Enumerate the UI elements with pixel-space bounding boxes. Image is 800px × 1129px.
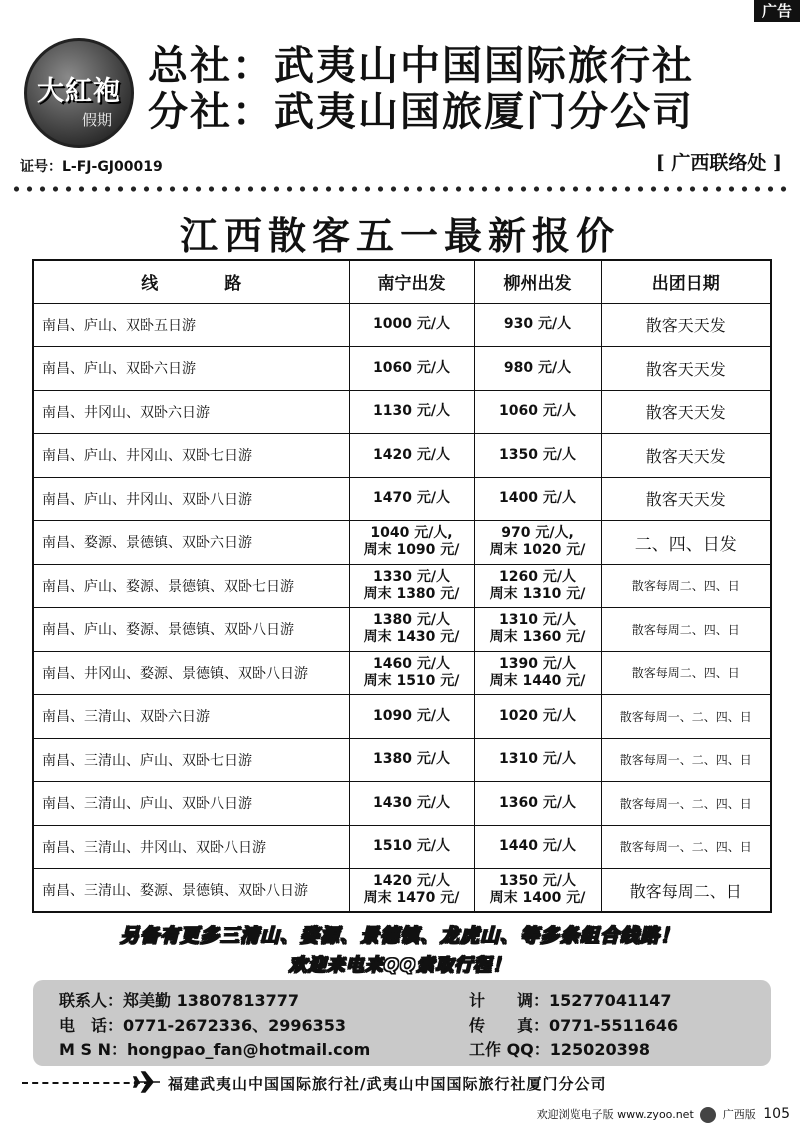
liuzhou-price: 930 元/人 xyxy=(503,316,572,333)
contact-msn-label: M S N： xyxy=(59,1040,127,1059)
table-row xyxy=(33,434,771,478)
departure-date-cell: 散客天天发 xyxy=(601,303,771,347)
liuzhou-price: 980 元/人 xyxy=(503,359,572,376)
table-row xyxy=(33,651,771,695)
liuzhou-price-cell xyxy=(474,695,601,739)
nanning-price-cell xyxy=(349,434,474,478)
liuzhou-price: 1390 元/人 xyxy=(499,655,576,672)
table-row xyxy=(33,303,771,347)
page-title: 江西散客五一最新报价 xyxy=(179,213,620,258)
office-label: [ 广西联络处 ] xyxy=(655,152,782,174)
contact-person-value: 郑美勤 13807813777 xyxy=(123,991,300,1010)
contact-fax-label: 传 真： xyxy=(469,1016,550,1035)
liuzhou-price-cell xyxy=(474,303,601,347)
nanning-price-cell xyxy=(349,347,474,391)
license-number: 证号：L-FJ-GJ00019 xyxy=(20,159,163,175)
nanning-price-cell xyxy=(349,521,474,565)
nanning-weekend-price: 周末 1090 元/ xyxy=(363,542,460,559)
departure-date-cell: 散客每周一、二、四、日 xyxy=(601,782,771,826)
contact-qq xyxy=(469,1037,650,1059)
route-cell: 南昌、三清山、井冈山、双卧八日游 xyxy=(33,825,349,869)
route-cell: 南昌、三清山、双卧六日游 xyxy=(33,695,349,739)
table-row xyxy=(33,390,771,434)
head-office-title: 总社：武夷山中国国际旅行社 xyxy=(148,42,694,89)
liuzhou-price: 1350 元/人 xyxy=(499,873,576,889)
footer-agency-text: 福建武夷山中国国际旅行社/武夷山中国国际旅行社厦门分公司 xyxy=(168,1075,607,1093)
table-row xyxy=(33,695,771,739)
nanning-price: 1420 元/人 xyxy=(373,873,450,889)
departure-date-cell: 散客每周一、二、四、日 xyxy=(601,738,771,782)
route-cell: 南昌、庐山、婺源、景德镇、双卧八日游 xyxy=(33,608,349,652)
table-row xyxy=(33,825,771,869)
logo-main-text: 大紅袍 xyxy=(37,76,121,107)
liuzhou-price-cell xyxy=(474,477,601,521)
nanning-weekend-price: 周末 1510 元/ xyxy=(363,672,460,689)
nanning-price: 1330 元/人 xyxy=(373,568,450,585)
liuzhou-price: 1400 元/人 xyxy=(499,490,576,507)
liuzhou-weekend-price: 周末 1310 元/ xyxy=(489,585,586,602)
nanning-price: 1380 元/人 xyxy=(373,612,450,629)
route-cell: 南昌、庐山、双卧六日游 xyxy=(33,347,349,391)
route-cell: 南昌、庐山、双卧五日游 xyxy=(33,303,349,347)
departure-date-cell: 散客每周二、四、日 xyxy=(601,608,771,652)
nanning-price: 1420 元/人 xyxy=(373,446,450,463)
liuzhou-price-cell xyxy=(474,782,601,826)
departure-date-cell: 二、四、日发 xyxy=(601,521,771,565)
nanning-price: 1090 元/人 xyxy=(373,707,450,724)
ad-tag: 广告 xyxy=(754,0,800,22)
header-nanning: 南宁出发 xyxy=(349,260,474,303)
contact-fax xyxy=(469,1013,678,1035)
liuzhou-price: 1310 元/人 xyxy=(499,751,576,768)
table-row xyxy=(33,782,771,826)
nanning-price: 1470 元/人 xyxy=(373,490,450,507)
nanning-price: 1040 元/人, xyxy=(370,525,453,542)
route-cell: 南昌、三清山、庐山、双卧八日游 xyxy=(33,782,349,826)
nanning-price: 1130 元/人 xyxy=(373,403,450,420)
liuzhou-price-cell xyxy=(474,347,601,391)
nanning-price: 1510 元/人 xyxy=(373,838,450,855)
nanning-price: 1460 元/人 xyxy=(373,655,450,672)
header-route: 线 路 xyxy=(33,260,349,303)
table-row xyxy=(33,608,771,652)
header-liuzhou: 柳州出发 xyxy=(474,260,601,303)
price-table xyxy=(32,259,772,913)
nanning-price: 1430 元/人 xyxy=(373,794,450,811)
departure-date-cell: 散客天天发 xyxy=(601,477,771,521)
nanning-price: 1380 元/人 xyxy=(373,751,450,768)
airplane-icon xyxy=(132,1070,162,1094)
promo-line-1: 另备有更多三清山、婺源、景德镇、龙虎山、等多条组合线路！ xyxy=(119,925,680,947)
table-row xyxy=(33,738,771,782)
table-row xyxy=(33,521,771,565)
logo-sub-text: 假期 xyxy=(81,111,112,129)
liuzhou-price: 1360 元/人 xyxy=(499,794,576,811)
nanning-price-cell xyxy=(349,390,474,434)
departure-date-cell: 散客天天发 xyxy=(601,347,771,391)
contact-msn xyxy=(59,1037,370,1059)
edition-label: 广西版 xyxy=(722,1108,756,1121)
departure-date-cell: 散客每周二、四、日 xyxy=(601,564,771,608)
nanning-price-cell xyxy=(349,738,474,782)
liuzhou-price: 1440 元/人 xyxy=(499,838,576,855)
contact-phone xyxy=(59,1013,346,1035)
contact-dispatch-label: 计 调： xyxy=(469,991,550,1010)
branch-title: 分社：武夷山国旅厦门分公司 xyxy=(148,88,694,135)
liuzhou-price-cell xyxy=(474,564,601,608)
departure-date-cell: 散客每周一、二、四、日 xyxy=(601,695,771,739)
liuzhou-price-cell xyxy=(474,738,601,782)
table-row xyxy=(33,869,771,913)
liuzhou-price-cell xyxy=(474,608,601,652)
liuzhou-weekend-price: 周末 1400 元/ xyxy=(489,890,586,906)
nanning-price-cell xyxy=(349,695,474,739)
footer-dashed-line xyxy=(22,1082,150,1084)
liuzhou-price-cell xyxy=(474,651,601,695)
departure-date-cell: 散客天天发 xyxy=(601,434,771,478)
contact-qq-value: 125020398 xyxy=(549,1040,650,1059)
route-cell: 南昌、婺源、景德镇、双卧六日游 xyxy=(33,521,349,565)
nanning-price: 1060 元/人 xyxy=(373,359,450,376)
nanning-price-cell xyxy=(349,651,474,695)
liuzhou-price: 1260 元/人 xyxy=(499,568,576,585)
contact-box xyxy=(33,980,771,1066)
contact-dispatch xyxy=(469,988,671,1010)
site-url: 欢迎浏览电子版 www.zyoo.net xyxy=(536,1108,694,1121)
table-row xyxy=(33,477,771,521)
liuzhou-price: 970 元/人, xyxy=(501,525,574,542)
departure-date-cell: 散客天天发 xyxy=(601,390,771,434)
departure-date-cell: 散客每周一、二、四、日 xyxy=(601,825,771,869)
liuzhou-price-cell xyxy=(474,825,601,869)
liuzhou-weekend-price: 周末 1440 元/ xyxy=(489,672,586,689)
liuzhou-price-cell xyxy=(474,390,601,434)
nanning-weekend-price: 周末 1380 元/ xyxy=(363,585,460,602)
header-date: 出团日期 xyxy=(601,260,771,303)
route-cell: 南昌、井冈山、双卧六日游 xyxy=(33,390,349,434)
nanning-price-cell xyxy=(349,477,474,521)
liuzhou-price: 1060 元/人 xyxy=(499,403,576,420)
contact-phone-value: 0771-2672336、2996353 xyxy=(123,1016,347,1035)
contact-msn-value: hongpao_fan@hotmail.com xyxy=(126,1040,371,1059)
page-footer xyxy=(537,1106,790,1123)
contact-qq-label: 工作 QQ： xyxy=(469,1040,550,1059)
promo-line-2: 欢迎来电来QQ索取行程！ xyxy=(288,955,512,976)
brand-logo xyxy=(24,38,134,148)
liuzhou-price: 1020 元/人 xyxy=(499,707,576,724)
zyoo-logo-icon xyxy=(700,1107,716,1123)
route-cell: 南昌、井冈山、婺源、景德镇、双卧八日游 xyxy=(33,651,349,695)
contact-person-label: 联系人： xyxy=(59,991,124,1010)
route-cell: 南昌、三清山、庐山、双卧七日游 xyxy=(33,738,349,782)
nanning-weekend-price: 周末 1470 元/ xyxy=(363,890,460,906)
liuzhou-price: 1350 元/人 xyxy=(499,446,576,463)
table-row xyxy=(33,564,771,608)
liuzhou-weekend-price: 周末 1360 元/ xyxy=(489,629,586,646)
departure-date-cell: 散客每周二、日 xyxy=(601,869,771,913)
contact-fax-value: 0771-5511646 xyxy=(549,1016,679,1035)
nanning-price-cell xyxy=(349,303,474,347)
nanning-price-cell xyxy=(349,869,474,913)
contact-phone-label: 电 话： xyxy=(59,1016,124,1035)
liuzhou-price-cell xyxy=(474,434,601,478)
dotted-divider xyxy=(10,184,790,194)
nanning-price-cell xyxy=(349,782,474,826)
departure-date-cell: 散客每周二、四、日 xyxy=(601,651,771,695)
route-cell: 南昌、庐山、井冈山、双卧七日游 xyxy=(33,434,349,478)
liuzhou-price: 1310 元/人 xyxy=(499,612,576,629)
nanning-price-cell xyxy=(349,825,474,869)
liuzhou-price-cell xyxy=(474,869,601,913)
liuzhou-price-cell xyxy=(474,521,601,565)
route-cell: 南昌、庐山、婺源、景德镇、双卧七日游 xyxy=(33,564,349,608)
liuzhou-weekend-price: 周末 1020 元/ xyxy=(489,542,586,559)
route-cell: 南昌、三清山、婺源、景德镇、双卧八日游 xyxy=(33,869,349,913)
route-cell: 南昌、庐山、井冈山、双卧八日游 xyxy=(33,477,349,521)
contact-dispatch-value: 15277041147 xyxy=(549,991,672,1010)
nanning-price: 1000 元/人 xyxy=(373,316,450,333)
table-row xyxy=(33,347,771,391)
contact-person xyxy=(59,988,299,1010)
table-header-row xyxy=(33,260,771,303)
page-number: 105 xyxy=(763,1106,790,1122)
nanning-price-cell xyxy=(349,564,474,608)
nanning-price-cell xyxy=(349,608,474,652)
nanning-weekend-price: 周末 1430 元/ xyxy=(363,629,460,646)
